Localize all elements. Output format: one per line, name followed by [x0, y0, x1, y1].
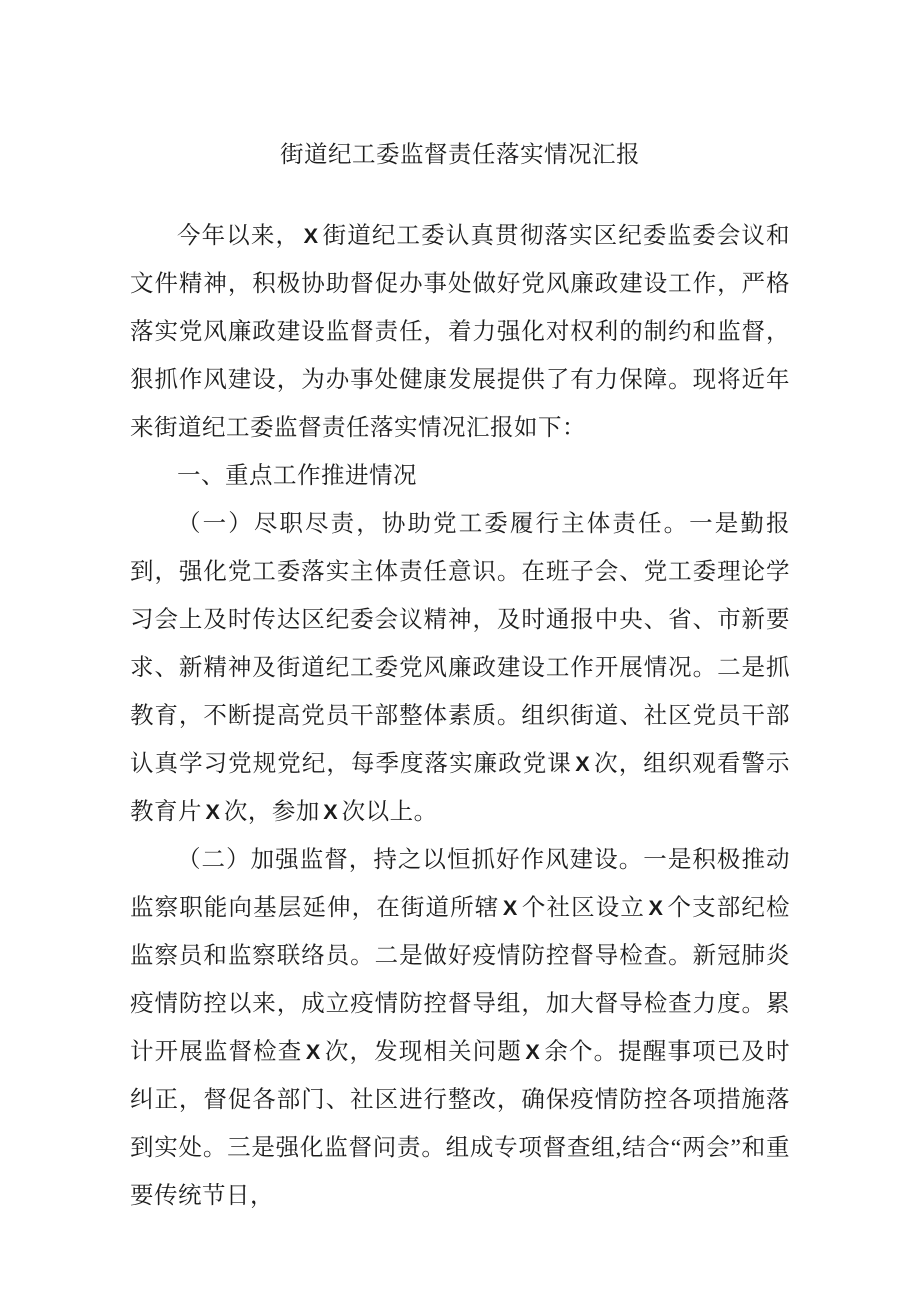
document-body: [130, 212, 790, 1220]
x-placeholder: X: [575, 751, 591, 776]
body-paragraph: 今年以来， X 街道纪工委认真贯彻落实区纪委监委会议和文件精神，积极协助督促办事处做好党风廉政建设工作，严格落实党风廉政建设监督责任，着力强化对权利的制约和监督，狠抓作风建设，为办事处健康发展提供了有力保障。现将近年来街道纪工委监督责任落实情况汇报如下：: [130, 223, 791, 441]
x-placeholder: X: [648, 895, 664, 920]
x-placeholder: X: [502, 895, 518, 920]
document-title: 街道纪工委监督责任落实情况汇报: [280, 142, 640, 168]
x-placeholder: X: [305, 1039, 321, 1064]
body-paragraph: （二）加强监督，持之以恒抓好作风建设。一是积极推动监察职能向基层延伸，在街道所辖 X 个社区设立 X 个支部纪检监察员和监察联络员。二是做好疫情防控督导检查。新冠肺炎疫情防控以来，成立疫情防控督导组，加大督导检查力度。累计开展监督检查 X 次，发现相关问题 X 余个。提醒事项已及时纠正，督促各部门、社区进行整改，确保疫情防控各项措施落到实处。三是强化监督问责。组成专项督查组,结合“两会”和重要传统节日，: [130, 847, 791, 1209]
x-placeholder: X: [323, 799, 339, 824]
body-paragraph: （一）尽职尽责，协助党工委履行主体责任。一是勤报到，强化党工委落实主体责任意识。在班子会、党工委理论学习会上及时传达区纪委会议精神，及时通报中央、省、市新要求、新精神及街道纪工委党风廉政建设工作开展情况。二是抓教育，不断提高党员干部整体素质。组织街道、社区党员干部认真学习党规党纪，每季度落实廉政党课 X 次，组织观看警示教育片 X 次，参加 X 次以上。: [130, 511, 791, 825]
x-placeholder: X: [525, 1039, 541, 1064]
section-heading: 一、重点工作推进情况: [177, 463, 417, 489]
x-placeholder: X: [303, 223, 319, 248]
x-placeholder: X: [205, 799, 221, 824]
